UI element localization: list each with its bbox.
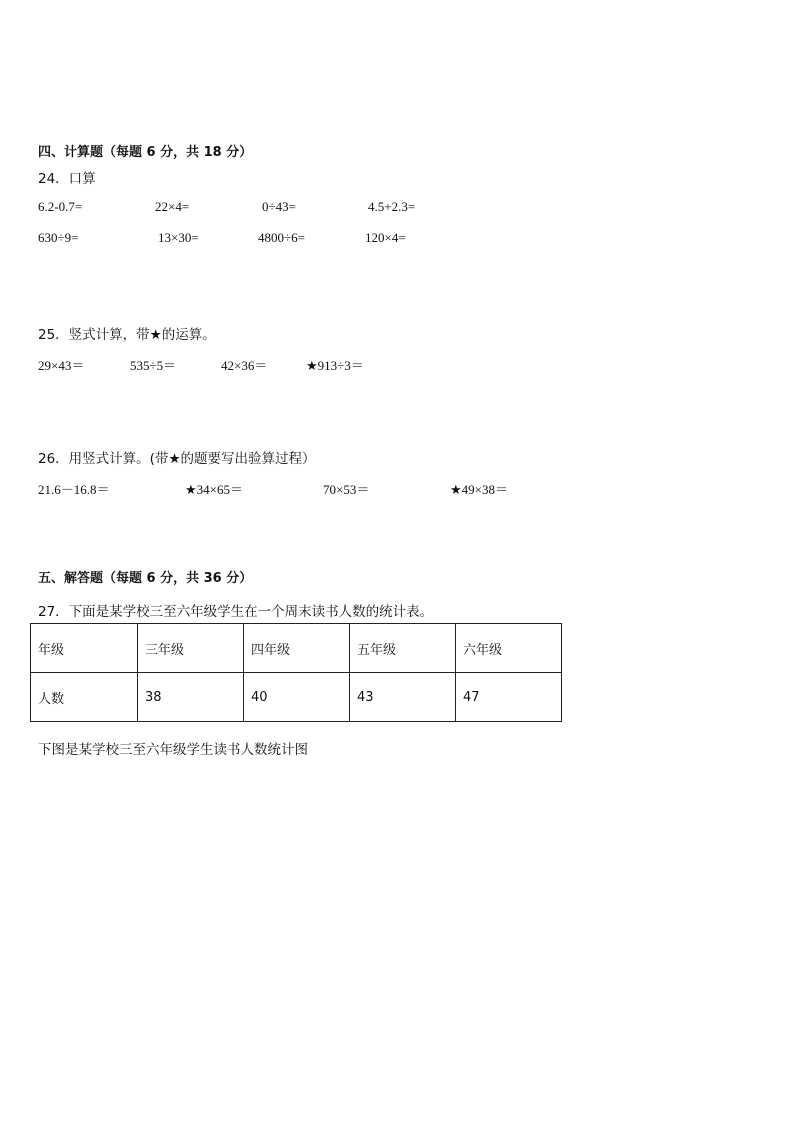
q26-expr-2: ★34×65＝ [185, 482, 243, 497]
reading-stats-table [30, 623, 562, 722]
table-cell: 四年级 [244, 624, 350, 673]
q24-expr-4: 4.5+2.3= [368, 199, 416, 214]
q24-expr-8: 120×4= [365, 230, 406, 245]
q26-expr-4: ★49×38＝ [450, 482, 508, 497]
table-cell: 五年级 [350, 624, 456, 673]
q24-expr-3: 0÷43= [262, 199, 296, 214]
table-cell: 38 [138, 673, 244, 722]
question-27-title: 27．下面是某学校三至六年级学生在一个周末读书人数的统计表。 [38, 604, 434, 620]
table-cell: 43 [350, 673, 456, 722]
q25-expr-1: 29×43＝ [38, 358, 85, 373]
table-cell: 六年级 [456, 624, 562, 673]
table-header-row [31, 624, 562, 673]
q24-expr-1: 6.2-0.7= [38, 199, 83, 214]
chart-caption: 下图是某学校三至六年级学生读书人数统计图 [38, 742, 308, 758]
question-24-title: 24．口算 [38, 171, 96, 187]
q24-expr-2: 22×4= [155, 199, 190, 214]
q26-expr-1: 21.6－16.8＝ [38, 482, 110, 497]
table-cell: 三年级 [138, 624, 244, 673]
q25-expr-3: 42×36＝ [221, 358, 268, 373]
q24-expr-7: 4800÷6= [258, 230, 305, 245]
section-4-title: 四、计算题（每题 6 分，共 18 分） [38, 145, 253, 160]
section-5-title: 五、解答题（每题 6 分，共 36 分） [38, 571, 253, 586]
table-cell: 年级 [31, 624, 138, 673]
q24-expr-5: 630÷9= [38, 230, 79, 245]
q24-expr-6: 13×30= [158, 230, 199, 245]
table-cell: 人数 [31, 673, 138, 722]
question-25-title: 25．竖式计算，带★的运算。 [38, 327, 216, 343]
table-row [31, 673, 562, 722]
q26-expr-3: 70×53＝ [323, 482, 370, 497]
question-26-title: 26．用竖式计算。(带★的题要写出验算过程） [38, 451, 316, 467]
q25-expr-2: 535÷5＝ [130, 358, 177, 373]
q25-expr-4: ★913÷3＝ [306, 358, 364, 373]
table-cell: 47 [456, 673, 562, 722]
table-cell: 40 [244, 673, 350, 722]
